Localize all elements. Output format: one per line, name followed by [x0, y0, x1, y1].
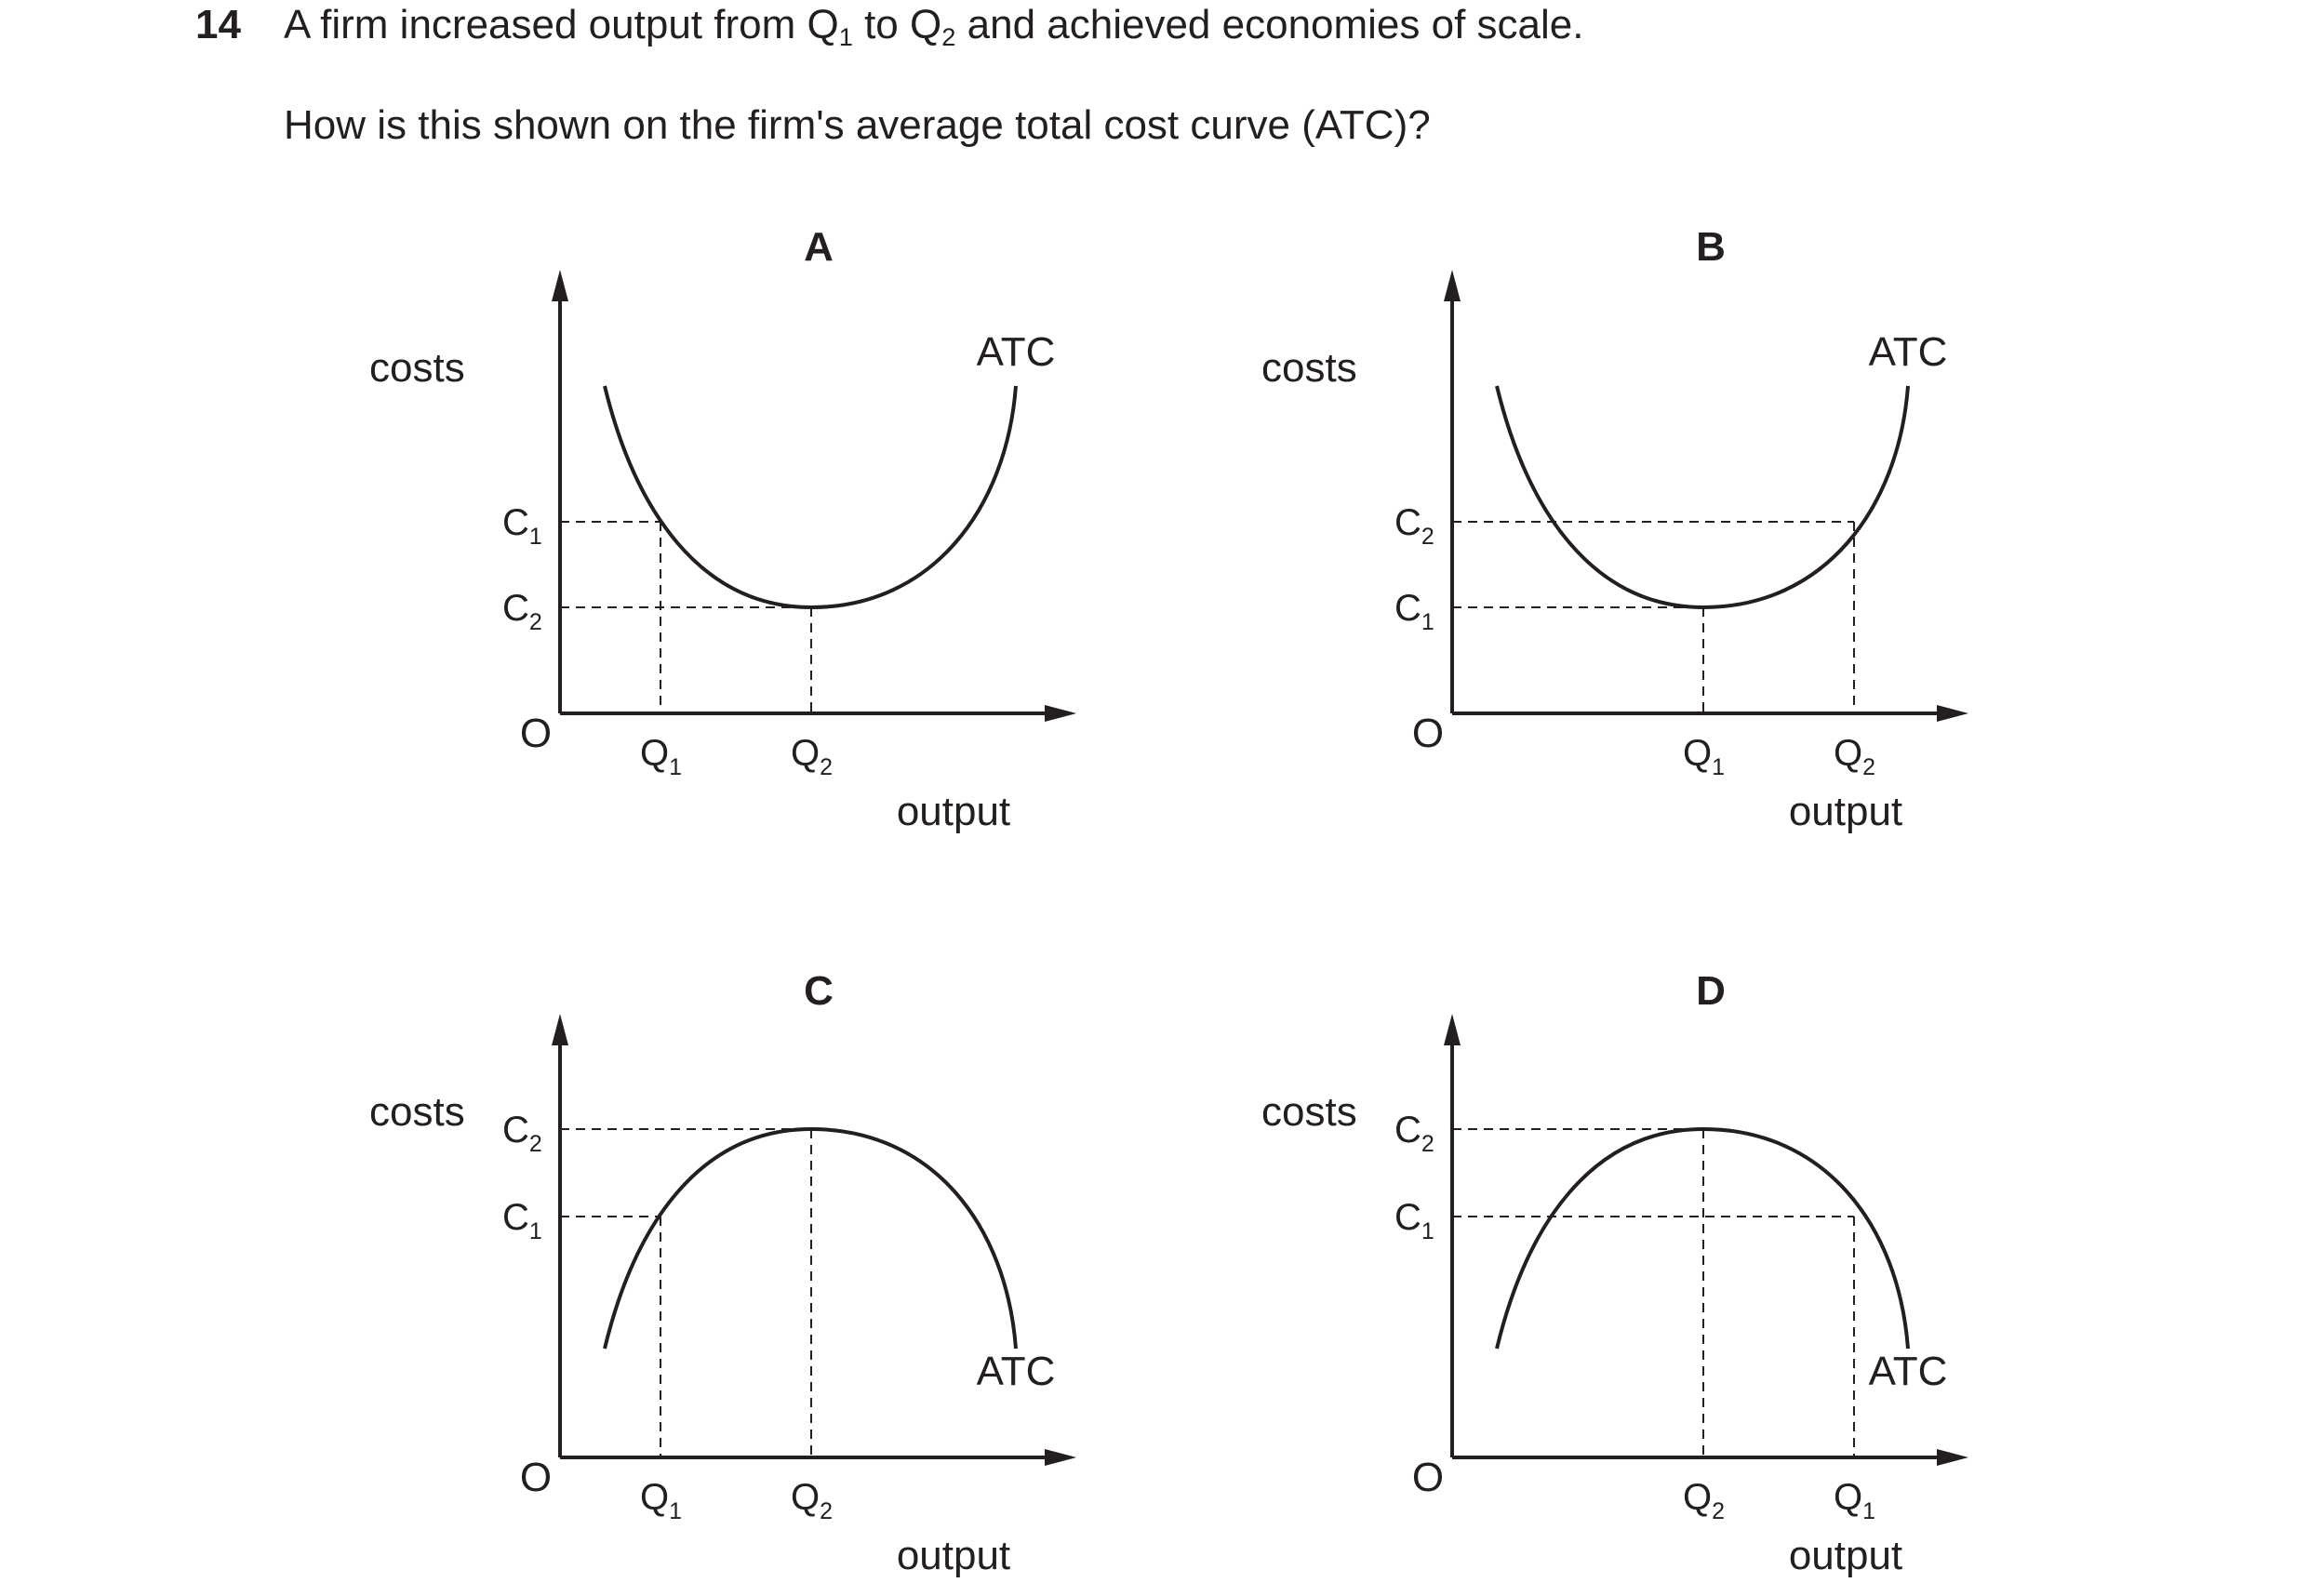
panel-d [1261, 968, 1968, 1578]
origin-label: O [1411, 1455, 1445, 1500]
origin-label: O [519, 1455, 553, 1500]
x-tick-label: $Q_2$ [791, 1477, 834, 1524]
question-text-part: and achieved economies of scale. [955, 2, 1584, 47]
panel-c [369, 968, 1076, 1578]
x-tick-label: $Q_2$ [1683, 1477, 1726, 1524]
question-subscript: 2 [941, 22, 956, 52]
atc-label: ATC [1868, 1349, 1948, 1394]
atc-label: ATC [1868, 329, 1948, 375]
x-tick-label: $Q_1$ [1834, 1477, 1876, 1524]
x-axis-arrow [1937, 1449, 1968, 1466]
atc-curve [1497, 386, 1908, 607]
y-tick-label: $C_2$ [1394, 1110, 1434, 1157]
x-tick-label: $Q_2$ [791, 733, 834, 780]
y-tick-label: $C_2$ [1394, 502, 1434, 550]
y-axis-label: costs [369, 345, 465, 391]
y-tick-label: $C_1$ [1394, 1197, 1434, 1244]
question-text-part: to Q [852, 2, 942, 47]
x-axis-arrow [1045, 705, 1076, 722]
panel-label: D [1696, 968, 1726, 1014]
panel-label: C [804, 968, 834, 1014]
y-axis-arrow [552, 1014, 568, 1045]
x-tick-label: $Q_2$ [1834, 733, 1876, 780]
y-axis-arrow [1444, 270, 1461, 301]
origin-label: O [1411, 711, 1445, 756]
atc-label: ATC [976, 329, 1056, 375]
question-prompt: How is this shown on the firm's average total cost curve (ATC)? [284, 102, 1431, 148]
y-axis-arrow [1444, 1014, 1461, 1045]
x-tick-label: $Q_1$ [640, 1477, 683, 1524]
x-tick-label: $Q_1$ [1683, 733, 1726, 780]
x-axis-arrow [1937, 705, 1968, 722]
y-axis-label: costs [369, 1089, 465, 1135]
x-axis-label: output [1788, 789, 1903, 834]
x-tick-label: $Q_1$ [640, 733, 683, 780]
y-axis-label: costs [1261, 1089, 1357, 1135]
panel-label: A [804, 224, 834, 270]
x-axis-label: output [896, 1533, 1011, 1578]
y-tick-label: $C_1$ [1394, 588, 1434, 635]
y-axis-label: costs [1261, 345, 1357, 391]
question-subscript: 1 [838, 22, 853, 52]
x-axis-label: output [896, 789, 1011, 834]
question-text-part: A firm increased output from Q [284, 2, 839, 47]
panel-a [369, 224, 1076, 834]
y-axis-arrow [552, 270, 568, 301]
atc-label: ATC [976, 1349, 1056, 1394]
y-tick-label: $C_2$ [502, 588, 542, 635]
atc-curve [605, 386, 1016, 607]
x-axis-label: output [1788, 1533, 1903, 1578]
y-tick-label: $C_2$ [502, 1110, 542, 1157]
y-tick-label: $C_1$ [502, 1197, 542, 1244]
y-tick-label: $C_1$ [502, 502, 542, 550]
panel-label: B [1696, 224, 1726, 270]
panel-b [1261, 224, 1968, 834]
question-number: 14 [195, 2, 241, 47]
origin-label: O [519, 711, 553, 756]
x-axis-arrow [1045, 1449, 1076, 1466]
